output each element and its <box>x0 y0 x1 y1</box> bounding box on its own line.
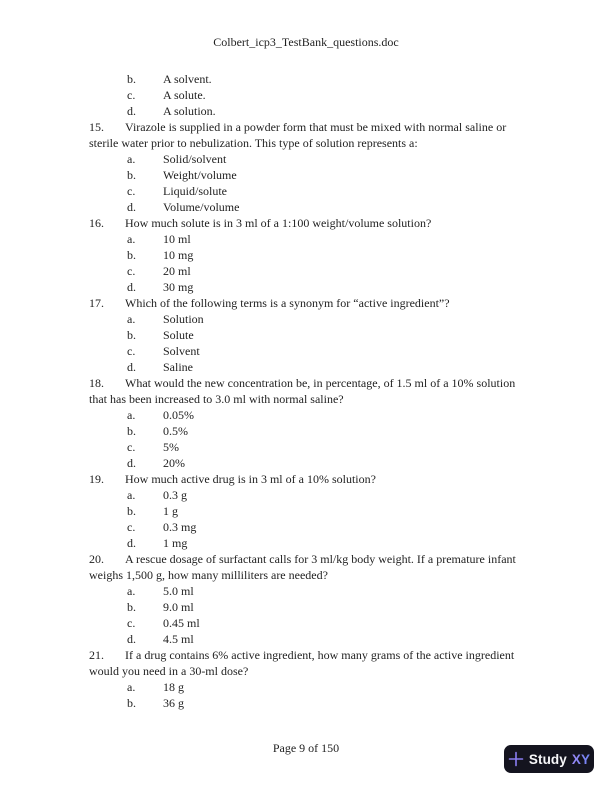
question-number: 19. <box>89 472 104 486</box>
answer-option <box>89 247 525 263</box>
question-number: 15. <box>89 120 104 134</box>
option-letter: b. <box>127 72 136 86</box>
question-number: 21. <box>89 648 104 662</box>
option-letter: b. <box>127 168 136 182</box>
answer-option <box>89 231 525 247</box>
question-17 <box>89 295 525 311</box>
option-letter: c. <box>127 520 136 534</box>
answer-option <box>89 263 525 279</box>
answer-option <box>89 343 525 359</box>
option-text: 5.0 ml <box>163 584 194 598</box>
question-number: 17. <box>89 296 104 310</box>
answer-option <box>89 311 525 327</box>
option-text: Saline <box>163 360 193 374</box>
answer-option <box>89 151 525 167</box>
plus-icon <box>508 751 524 767</box>
answer-option <box>89 183 525 199</box>
option-text: 20 ml <box>163 264 191 278</box>
question-number: 18. <box>89 376 104 390</box>
question-21 <box>89 647 525 679</box>
option-letter: d. <box>127 456 136 470</box>
option-letter: a. <box>127 152 136 166</box>
option-letter: b. <box>127 600 136 614</box>
option-text: Weight/volume <box>163 168 237 182</box>
answer-option <box>89 279 525 295</box>
answer-option <box>89 455 525 471</box>
option-text: 0.05% <box>163 408 194 422</box>
logo-text-study: Study <box>528 751 567 767</box>
question-text: If a drug contains 6% active ingredient, how many grams of the active ingredient would you need in a 30-ml dose? <box>89 648 515 678</box>
answer-option <box>89 519 525 535</box>
answer-option <box>89 679 525 695</box>
question-number: 16. <box>89 216 104 230</box>
option-text: 1 g <box>163 504 178 518</box>
question-16 <box>89 215 525 231</box>
answer-option <box>89 583 525 599</box>
answer-option <box>89 359 525 375</box>
option-letter: b. <box>127 248 136 262</box>
option-text: 9.0 ml <box>163 600 194 614</box>
option-letter: b. <box>127 504 136 518</box>
option-text: 0.5% <box>163 424 188 438</box>
option-letter: c. <box>127 344 136 358</box>
answer-option <box>89 487 525 503</box>
question-text: How much solute is in 3 ml of a 1:100 weight/volume solution? <box>125 216 432 230</box>
option-letter: a. <box>127 408 136 422</box>
option-letter: c. <box>127 264 136 278</box>
option-text: 0.3 mg <box>163 520 197 534</box>
option-text: 1 mg <box>163 536 188 550</box>
answer-option <box>89 439 525 455</box>
option-letter: b. <box>127 328 136 342</box>
option-text: 18 g <box>163 680 184 694</box>
option-letter: d. <box>127 280 136 294</box>
option-text: 5% <box>163 440 179 454</box>
option-letter: c. <box>127 88 136 102</box>
option-letter: d. <box>127 104 136 118</box>
question-text: What would the new concentration be, in percentage, of 1.5 ml of a 10% solution that has been increased to 3.0 ml with normal saline? <box>89 376 516 406</box>
studyxy-logo-badge <box>504 745 594 773</box>
option-letter: a. <box>127 680 136 694</box>
option-letter: c. <box>127 440 136 454</box>
answer-option <box>89 695 525 711</box>
option-text: A solution. <box>163 104 216 118</box>
option-letter: d. <box>127 632 136 646</box>
option-letter: d. <box>127 360 136 374</box>
question-number: 20. <box>89 552 104 566</box>
logo-text-xy: XY <box>571 751 591 767</box>
answer-option <box>89 535 525 551</box>
option-letter: b. <box>127 424 136 438</box>
answer-option <box>89 167 525 183</box>
question-15 <box>89 119 525 151</box>
document-title: Colbert_icp3_TestBank_questions.doc <box>213 35 399 49</box>
answer-option <box>89 87 525 103</box>
option-text: Solution <box>163 312 204 326</box>
option-text: 30 mg <box>163 280 194 294</box>
option-text: 4.5 ml <box>163 632 194 646</box>
option-text: Solute <box>163 328 194 342</box>
option-letter: b. <box>127 696 136 710</box>
answer-option <box>89 599 525 615</box>
question-19 <box>89 471 525 487</box>
option-text: A solvent. <box>163 72 212 86</box>
answer-option <box>89 71 525 87</box>
question-20 <box>89 551 525 583</box>
answer-option <box>89 407 525 423</box>
question-18 <box>89 375 525 407</box>
option-text: A solute. <box>163 88 206 102</box>
option-text: 0.45 ml <box>163 616 200 630</box>
answer-option <box>89 503 525 519</box>
option-letter: c. <box>127 184 136 198</box>
question-text: A rescue dosage of surfactant calls for 3 ml/kg body weight. If a premature infant weighs 1,500 g, how many milliliters are needed? <box>89 552 516 582</box>
option-text: Volume/volume <box>163 200 240 214</box>
question-text: How much active drug is in 3 ml of a 10% solution? <box>125 472 376 486</box>
option-letter: d. <box>127 536 136 550</box>
option-letter: a. <box>127 312 136 326</box>
option-letter: a. <box>127 488 136 502</box>
option-text: 20% <box>163 456 185 470</box>
answer-option <box>89 631 525 647</box>
page-number-label: Page 9 of 150 <box>272 741 340 755</box>
option-text: 10 ml <box>163 232 191 246</box>
option-text: Liquid/solute <box>163 184 227 198</box>
option-text: 10 mg <box>163 248 194 262</box>
answer-option <box>89 199 525 215</box>
option-letter: c. <box>127 616 136 630</box>
answer-option <box>89 423 525 439</box>
answer-option <box>89 103 525 119</box>
question-text: Which of the following terms is a synonym for “active ingredient”? <box>125 296 450 310</box>
document-body <box>89 71 525 711</box>
option-letter: d. <box>127 200 136 214</box>
option-letter: a. <box>127 232 136 246</box>
answer-option <box>89 327 525 343</box>
option-text: Solid/solvent <box>163 152 227 166</box>
option-text: Solvent <box>163 344 200 358</box>
question-text: Virazole is supplied in a powder form that must be mixed with normal saline or sterile water prior to nebulization. This type of solution represents a: <box>89 120 507 150</box>
answer-option <box>89 615 525 631</box>
option-text: 0.3 g <box>163 488 187 502</box>
option-letter: a. <box>127 584 136 598</box>
option-text: 36 g <box>163 696 184 710</box>
